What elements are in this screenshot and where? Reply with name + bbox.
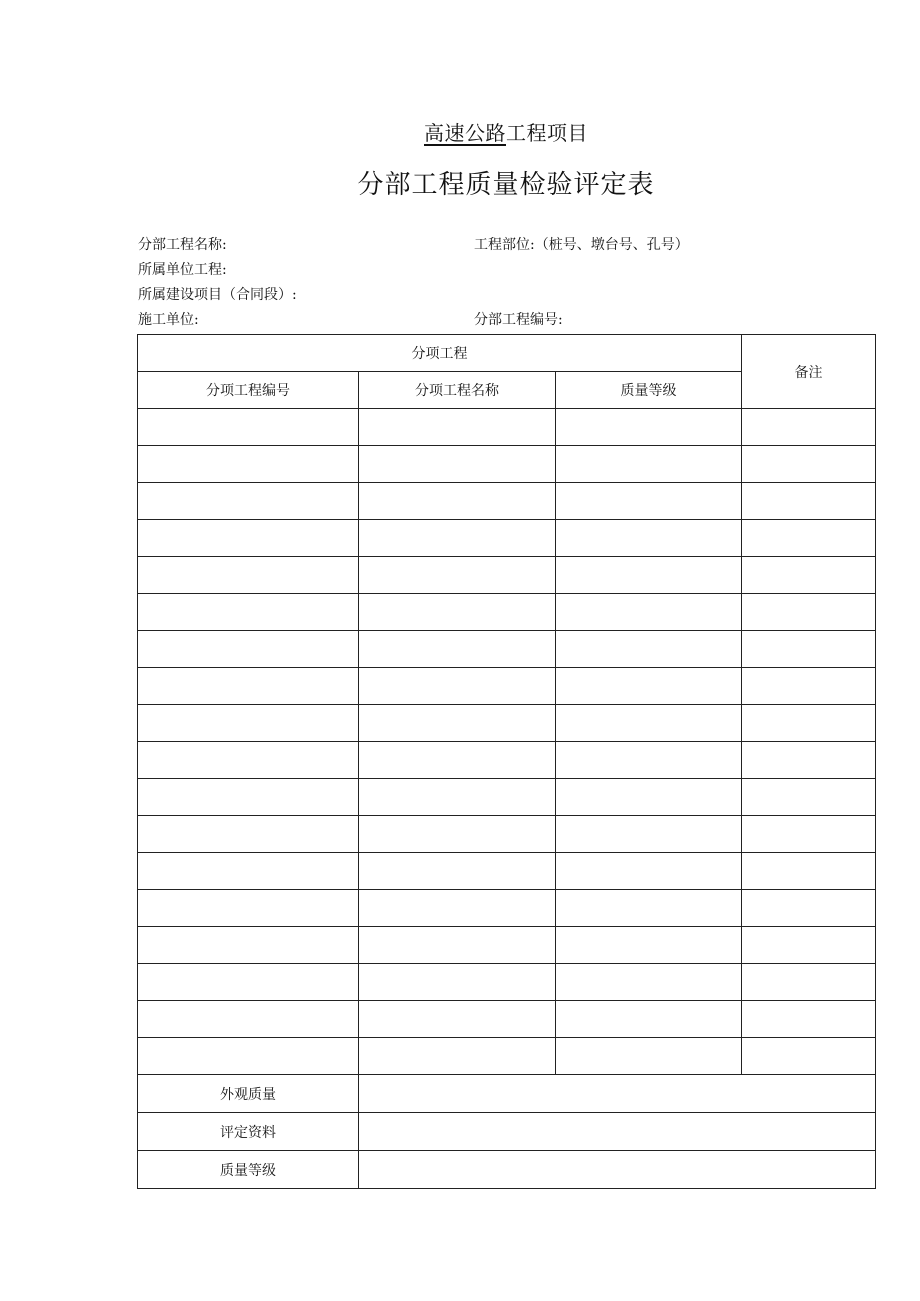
table-row <box>138 853 876 890</box>
table-row <box>138 1001 876 1038</box>
cell-quality-grade[interactable] <box>556 446 742 483</box>
cell-remarks[interactable] <box>742 927 876 964</box>
cell-remarks[interactable] <box>742 594 876 631</box>
cell-quality-grade[interactable] <box>556 890 742 927</box>
cell-item-number[interactable] <box>138 668 359 705</box>
cell-quality-grade[interactable] <box>556 594 742 631</box>
table-row <box>138 779 876 816</box>
cell-quality-grade[interactable] <box>556 1001 742 1038</box>
cell-remarks[interactable] <box>742 557 876 594</box>
project-type-rest: 工程项目 <box>506 121 588 145</box>
info-right-block <box>474 233 689 333</box>
cell-item-name[interactable] <box>359 446 556 483</box>
table-row <box>138 557 876 594</box>
overall-quality-grade-value[interactable] <box>359 1151 876 1189</box>
header-row-group <box>138 335 876 372</box>
cell-quality-grade[interactable] <box>556 927 742 964</box>
cell-quality-grade[interactable] <box>556 964 742 1001</box>
cell-item-name[interactable] <box>359 779 556 816</box>
cell-item-name[interactable] <box>359 705 556 742</box>
cell-quality-grade[interactable] <box>556 668 742 705</box>
cell-item-name[interactable] <box>359 668 556 705</box>
table-row <box>138 446 876 483</box>
appearance-quality-value[interactable] <box>359 1075 876 1113</box>
table-row <box>138 964 876 1001</box>
location-label: 工程部位:（桩号、墩台号、孔号） <box>474 237 689 253</box>
overall-quality-grade-label: 质量等级 <box>138 1151 359 1189</box>
evaluation-data-label: 评定资料 <box>138 1113 359 1151</box>
cell-item-name[interactable] <box>359 853 556 890</box>
table-row <box>138 594 876 631</box>
cell-remarks[interactable] <box>742 742 876 779</box>
cell-item-name[interactable] <box>359 964 556 1001</box>
table-row <box>138 520 876 557</box>
cell-remarks[interactable] <box>742 668 876 705</box>
construction-unit-label: 施工单位: <box>138 312 199 328</box>
cell-item-name[interactable] <box>359 927 556 964</box>
column-header-grade: 质量等级 <box>556 372 742 409</box>
cell-item-name[interactable] <box>359 483 556 520</box>
table-row <box>138 631 876 668</box>
cell-item-number[interactable] <box>138 483 359 520</box>
cell-item-name[interactable] <box>359 557 556 594</box>
cell-item-name[interactable] <box>359 409 556 446</box>
table-row <box>138 668 876 705</box>
column-header-name: 分项工程名称 <box>359 372 556 409</box>
cell-remarks[interactable] <box>742 890 876 927</box>
cell-item-number[interactable] <box>138 816 359 853</box>
table-row <box>138 816 876 853</box>
cell-quality-grade[interactable] <box>556 483 742 520</box>
cell-quality-grade[interactable] <box>556 409 742 446</box>
cell-quality-grade[interactable] <box>556 742 742 779</box>
cell-remarks[interactable] <box>742 964 876 1001</box>
cell-item-name[interactable] <box>359 1001 556 1038</box>
cell-item-number[interactable] <box>138 705 359 742</box>
cell-remarks[interactable] <box>742 446 876 483</box>
cell-quality-grade[interactable] <box>556 853 742 890</box>
division-number-label: 分部工程编号: <box>474 312 563 328</box>
table-row <box>138 705 876 742</box>
info-left-block <box>138 233 297 333</box>
cell-item-number[interactable] <box>138 1001 359 1038</box>
column-header-number: 分项工程编号 <box>138 372 359 409</box>
cell-item-name[interactable] <box>359 890 556 927</box>
footer-row-evaluation-data <box>138 1113 876 1151</box>
appearance-quality-label: 外观质量 <box>138 1075 359 1113</box>
table-row <box>138 742 876 779</box>
cell-remarks[interactable] <box>742 520 876 557</box>
cell-remarks[interactable] <box>742 705 876 742</box>
evaluation-data-value[interactable] <box>359 1113 876 1151</box>
project-type-heading <box>0 117 920 146</box>
cell-item-number[interactable] <box>138 557 359 594</box>
cell-item-number[interactable] <box>138 927 359 964</box>
cell-quality-grade[interactable] <box>556 816 742 853</box>
cell-item-name[interactable] <box>359 594 556 631</box>
cell-item-name[interactable] <box>359 631 556 668</box>
cell-remarks[interactable] <box>742 409 876 446</box>
cell-item-number[interactable] <box>138 446 359 483</box>
cell-quality-grade[interactable] <box>556 779 742 816</box>
cell-item-number[interactable] <box>138 890 359 927</box>
cell-remarks[interactable] <box>742 816 876 853</box>
construction-project-label: 所属建设项目（合同段）: <box>138 287 297 303</box>
footer-row-overall-quality-grade <box>138 1151 876 1189</box>
cell-item-number[interactable] <box>138 409 359 446</box>
cell-remarks[interactable] <box>742 483 876 520</box>
cell-item-number[interactable] <box>138 964 359 1001</box>
cell-remarks[interactable] <box>742 1001 876 1038</box>
cell-item-number[interactable] <box>138 631 359 668</box>
cell-remarks[interactable] <box>742 853 876 890</box>
table-row <box>138 1038 876 1075</box>
sub-item-group-header: 分项工程 <box>138 335 742 372</box>
cell-item-number[interactable] <box>138 779 359 816</box>
cell-remarks[interactable] <box>742 779 876 816</box>
remarks-header: 备注 <box>742 335 876 409</box>
cell-item-number[interactable] <box>138 520 359 557</box>
cell-item-number[interactable] <box>138 1038 359 1075</box>
cell-item-name[interactable] <box>359 742 556 779</box>
cell-quality-grade[interactable] <box>556 631 742 668</box>
cell-item-number[interactable] <box>138 742 359 779</box>
cell-item-name[interactable] <box>359 1038 556 1075</box>
footer-row-appearance-quality <box>138 1075 876 1113</box>
cell-quality-grade[interactable] <box>556 1038 742 1075</box>
cell-item-number[interactable] <box>138 853 359 890</box>
cell-remarks[interactable] <box>742 1038 876 1075</box>
cell-item-name[interactable] <box>359 520 556 557</box>
cell-item-name[interactable] <box>359 816 556 853</box>
cell-remarks[interactable] <box>742 631 876 668</box>
cell-quality-grade[interactable] <box>556 557 742 594</box>
unit-project-label: 所属单位工程: <box>138 262 227 278</box>
table-row <box>138 927 876 964</box>
cell-quality-grade[interactable] <box>556 705 742 742</box>
table-row <box>138 890 876 927</box>
table-row <box>138 409 876 446</box>
evaluation-table <box>137 334 876 1189</box>
cell-item-number[interactable] <box>138 594 359 631</box>
table-row <box>138 483 876 520</box>
form-title: 分部工程质量检验评定表 <box>357 170 655 200</box>
cell-quality-grade[interactable] <box>556 520 742 557</box>
project-type-underlined: 高速公路 <box>424 121 506 145</box>
division-name-label: 分部工程名称: <box>138 237 227 253</box>
